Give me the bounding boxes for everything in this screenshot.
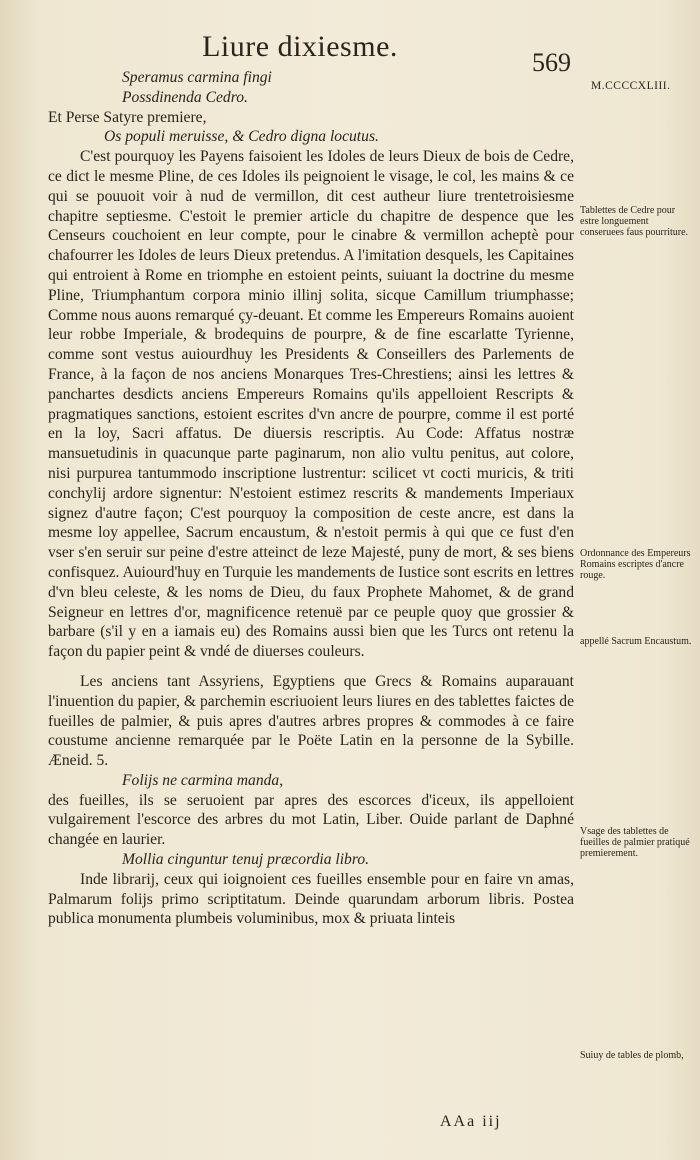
margin-note-encaustum: appellé Sacrum Encaustum.: [580, 636, 692, 647]
margin-note-palm-tablets: Vsage des tablettes de fueilles de palmier pratiqué premierement.: [580, 826, 690, 859]
verse-line: Speramus carmina fingi: [122, 69, 272, 86]
signature-mark: AAa iij: [440, 1113, 502, 1130]
text-line: Et Perse Satyre premiere,: [48, 108, 207, 126]
margin-note-cedar: Tablettes de Cedre pour estre longuement conseruees faus pourriture.: [580, 205, 689, 238]
verse-line: Os populi meruisse, & Cedro digna locutus.: [104, 128, 379, 146]
running-title: Liure dixiesme.: [202, 30, 398, 63]
body-paragraph: des fueilles, ils se seruoient par apres des escorces d'iceux, ils appelloient vulgairement l'escorce des arbres du mot Latin, Liber. Ouide parlant de Daphné changée en laurier.: [48, 791, 574, 849]
body-paragraph: Inde librarij, ceux qui ioignoient ces fueilles ensemble pour en faire vn amas, Palmarum folijs primo scriptitatum. Deinde quarundam arborum libris. Postea publica monumenta plumbeis voluminibus, mox & priuata linteis: [48, 870, 574, 928]
margin-year: M.CCCCXLIII.: [591, 80, 671, 92]
page-number: 569: [532, 48, 571, 77]
margin-note-lead-tablets: Suiuy de tables de plomb,: [580, 1050, 684, 1061]
main-text-column: [48, 68, 574, 929]
body-paragraph: Les anciens tant Assyriens, Egyptiens que Grecs & Romains auparauant l'inuention du papier, & parchemin escriuoient leurs liures en des tablettes faictes de fueilles de palmier, & puis apres d'autres arbres propres & commodes à ce faire coustume ancienne remarquée par le Poëte Latin en la personne de la Sybille. Æneid. 5.: [48, 672, 574, 770]
body-paragraph: C'est pourquoy les Payens faisoient les Idoles de leurs Dieux de bois de Cedre, ce dict le mesme Pline, de ces Idoles ils peignoient le visage, le col, les mains & ce qui se pouuoit voir à nud de vermillon, dit cest autheur liure trentetroisiesme chapitre septiesme. C'estoit le premier article du chapitre de despence que les Censeurs couchoient en leur compte, pour le cinabre & vermillon acheptè pour chafourrer les Idoles de leurs Dieux pretendus. A l'imitation desquels, les Capitaines qui entroient à Rome en triomphe en estoient peints, suiuant la doctrine du mesme Pline, Triumphantum corpora minio illinj solita, sicque Camillum triumphasse; Comme nous auons remarqué çy-deuant. Et comme les Empereurs Romains auoient leur robbe Imperiale, & brodequins de pourpre, & de fine escarlatte Tyrienne, comme sont vestus auiourdhuy les Presidents & Conseillers des Parlements de France, à la façon de nos anciens Monarques Tres-Chrestiens; ainsi les lettres & panchartes desdicts anciens Empereurs Romains qu'ils appelloient Rescripts & pragmatiques sanctions, estoient escrites d'vn ancre de pourpre, comme il est porté en la loy, Sacri affatus. De diuersis rescriptis. Au Code: Affatus nostræ mansuetudinis in quacunque parte paginarum, non alio vultu penitus, aut colore, nisi purpurea tantummodo inscriptione lustrentur: scilicet vt cocti muricis, & triti conchylij ardore signentur: N'estoient estimez rescrits & mandements Imperiaux signez d'autre façon; C'est pourquoy la composition de ceste ancre, est dans la mesme loy appellee, Sacrum encaustum, & n'estoit permis à qui que ce fust d'en vser s'en seruir sur peine d'estre atteinct de leze Majesté, puny de mort, & ses biens confisquez. Auiourd'huy en Turquie les mandements de Iustice sont escrits en lettres d'vn bleu celeste, & les noms de Dieu, du faux Prophete Mahomet, & de grand Seigneur en lettres d'or, magnificence retenuë par ce peuple quoy que grossier & barbare (s'il y en a iamais eu) des Romains aussi bien que les Turcs ont retenu la façon du papier peint & vndé de diuerses couleurs.: [48, 148, 574, 661]
verse-line: Folijs ne carmina manda,: [122, 771, 284, 789]
verse-line: Mollia cinguntur tenuj præcordia libro.: [122, 851, 370, 869]
margin-note-red-ink: Ordonnance des Empereurs Romains escriptes d'ancre rouge.: [580, 548, 691, 581]
verse-line: Possdinenda Cedro.: [122, 88, 248, 106]
